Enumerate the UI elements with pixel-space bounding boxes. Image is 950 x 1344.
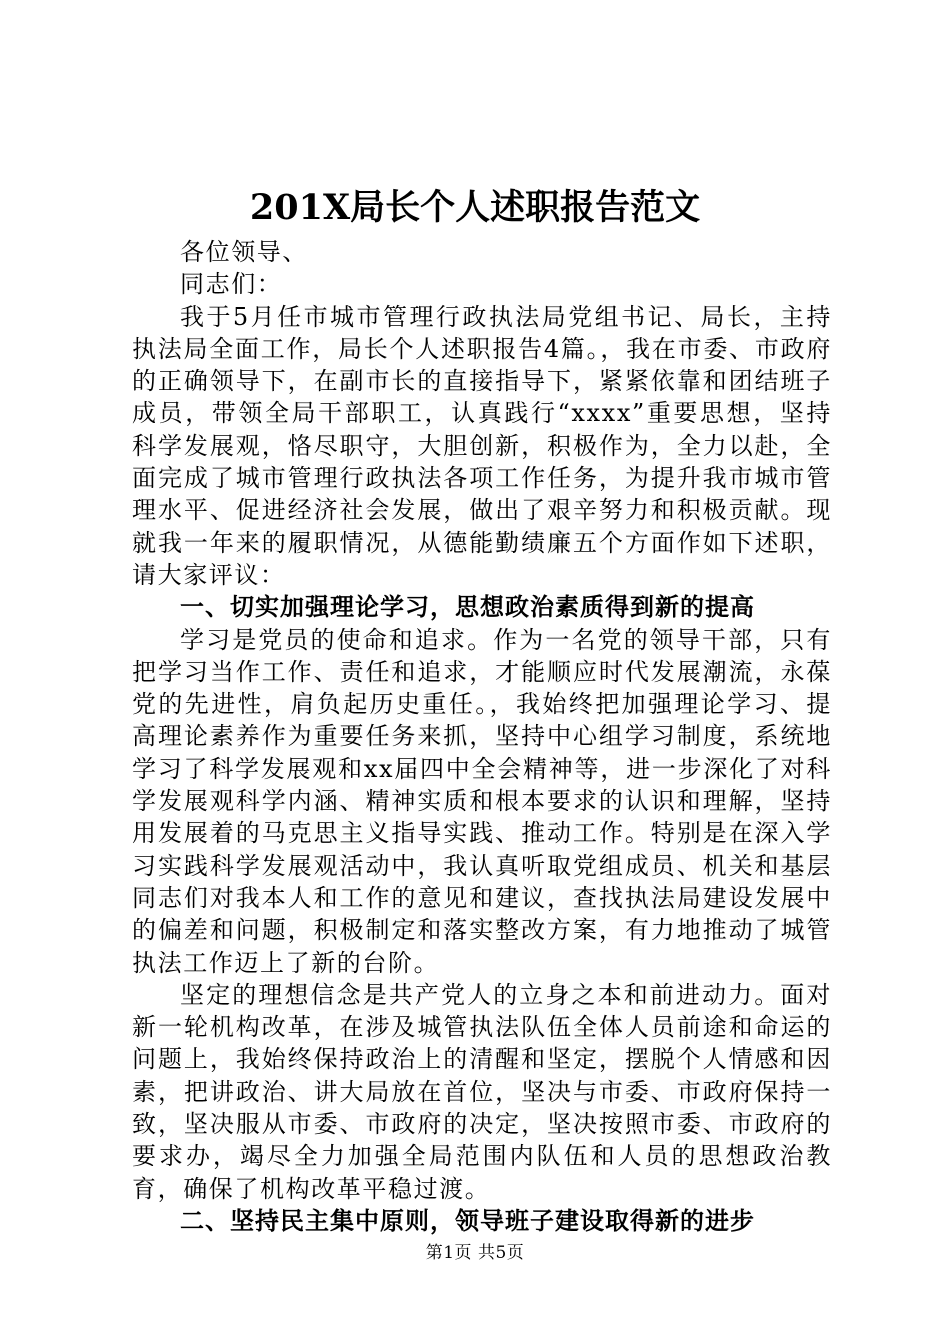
document-title: 201X局长个人述职报告范文 <box>249 187 701 228</box>
page-number-footer: 第1页 共5页 <box>425 1243 525 1263</box>
section-1-paragraph-2: 坚定的理想信念是共产党人的立身之本和前进动力。面对新一轮机构改革，在涉及城管执法队伍全体人员前途和命运的问题上，我始终保持政治上的清醒和坚定，摆脱个人情感和因素，把讲政治、讲大局放在首位，坚决与市委、市政府保持一致，坚决服从市委、市政府的决定，坚决按照市委、市政府的要求办，竭尽全力加强全局范围内队伍和人员的思想政治教育，确保了机构改革平稳过渡。 <box>132 980 832 1203</box>
section-1-paragraph-1: 学习是党员的使命和追求。作为一名党的领导干部，只有把学习当作工作、责任和追求，才能顺应时代发展潮流，永葆党的先进性，肩负起历史重任。，我始终把加强理论学习、提高理论素养作为重要任务来抓，坚持中心组学习制度，系统地学习了科学发展观和xx届四中全会精神等，进一步深化了对科学发展观科学内涵、精神实质和根本要求的认识和理解，坚持用发展着的马克思主义指导实践、推动工作。特别是在深入学习实践科学发展观活动中，我认真听取党组成员、机关和基层同志们对我本人和工作的意见和建议，查找执法局建设发展中的偏差和问题，积极制定和落实整改方案，有力地推动了城管执法工作迈上了新的台阶。 <box>132 625 832 977</box>
section-2-heading: 二、坚持民主集中原则，领导班子建设取得新的进步 <box>180 1205 755 1235</box>
greeting-line-2: 同志们： <box>180 270 283 299</box>
intro-paragraph: 我于5月任市城市管理行政执法局党组书记、局长，主持执法局全面工作，局长个人述职报告4篇。，我在市委、市政府的正确领导下，在副市长的直接指导下，紧紧依靠和团结班子成员，带领全局干部职工，认真践行“xxxx”重要思想，坚持科学发展观，恪尽职守，大胆创新，积极作为，全力以赴，全面完成了城市管理行政执法各项工作任务，为提升我市城市管理水平、促进经济社会发展，做出了艰辛努力和积极贡献。现就我一年来的履职情况，从德能勤绩廉五个方面作如下述职，请大家评议： <box>132 302 832 589</box>
greeting-line-1: 各位领导、 <box>180 238 308 266</box>
section-1-heading: 一、切实加强理论学习，思想政治素质得到新的提高 <box>180 592 755 622</box>
document-body <box>132 236 832 1237</box>
